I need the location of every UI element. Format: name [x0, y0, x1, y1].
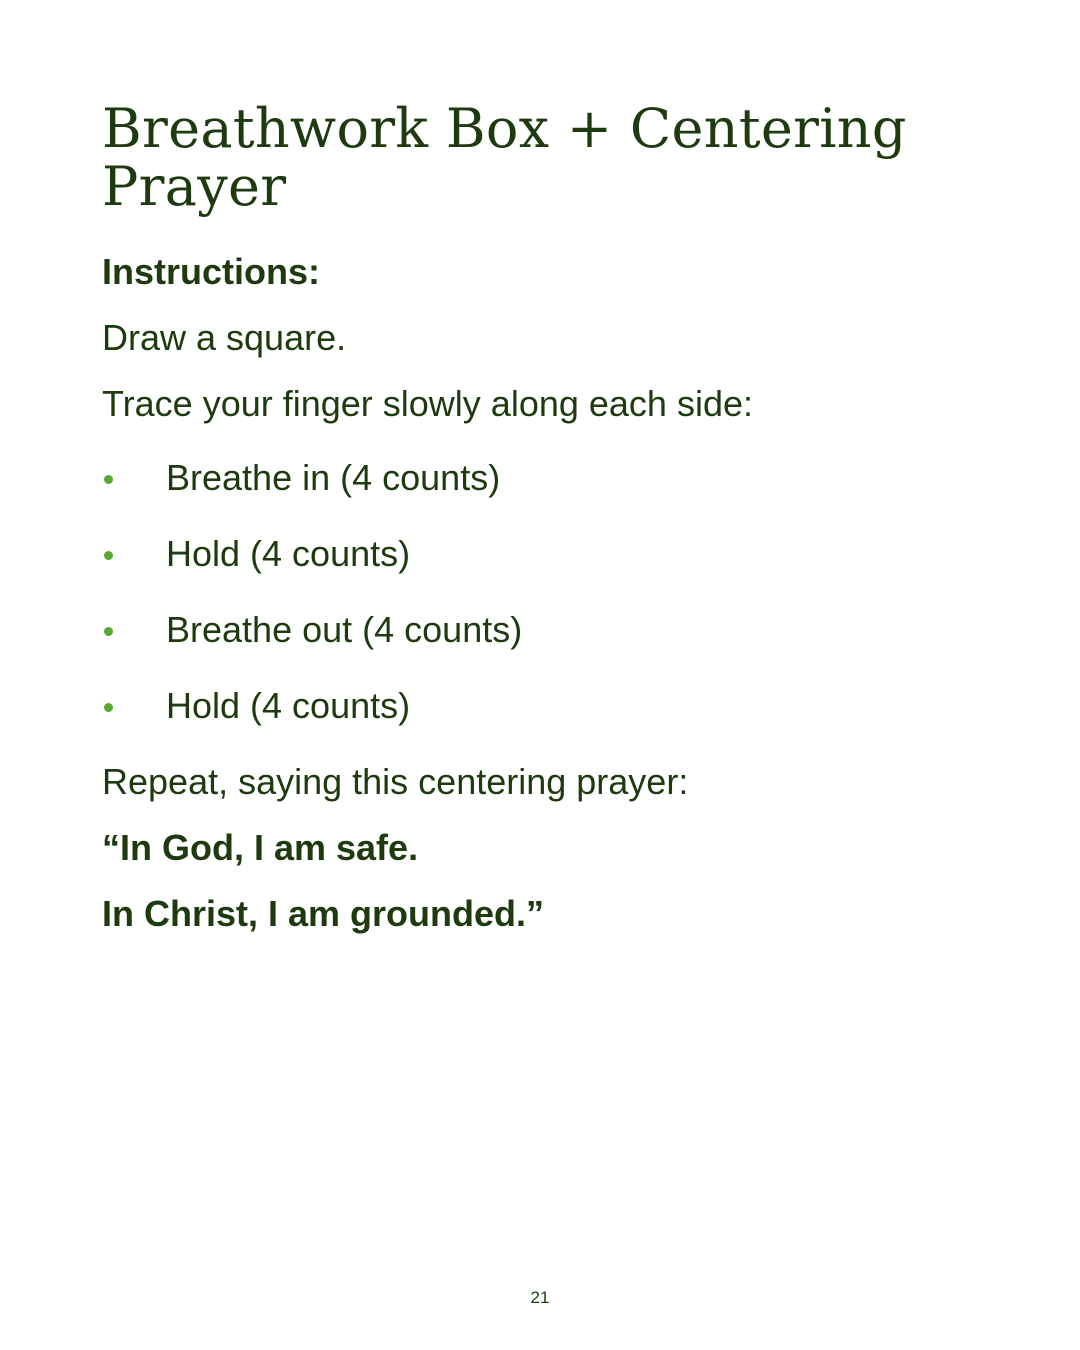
intro-line-draw-square: Draw a square.: [102, 317, 347, 358]
instructions-heading: Instructions:: [102, 251, 321, 292]
page-title-line-2: Prayer: [102, 155, 287, 218]
repeat-instruction: Repeat, saying this centering prayer:: [102, 761, 689, 802]
prayer-line-1: “In God, I am safe.: [102, 827, 419, 868]
breathing-steps-list: [102, 456, 1002, 728]
step-label: Hold (4 counts): [166, 685, 411, 726]
intro-line-trace-finger: Trace your finger slowly along each side:: [102, 383, 753, 424]
page-title: [102, 97, 1002, 218]
list-item: [102, 532, 1002, 576]
step-label: Hold (4 counts): [166, 533, 411, 574]
page-title-line-1: Breathwork Box + Centering: [102, 97, 907, 160]
bullet-dot-icon: [104, 475, 113, 484]
list-item: [102, 684, 1002, 728]
list-item: [102, 608, 1002, 652]
bullet-dot-icon: [104, 627, 113, 636]
list-item: [102, 456, 1002, 500]
step-label: Breathe in (4 counts): [166, 457, 501, 498]
page-content: [102, 97, 1002, 936]
prayer-line-2: In Christ, I am grounded.”: [102, 893, 545, 934]
bullet-dot-icon: [104, 551, 113, 560]
bullet-dot-icon: [104, 703, 113, 712]
page-number: 21: [530, 1288, 550, 1307]
step-label: Breathe out (4 counts): [166, 609, 523, 650]
